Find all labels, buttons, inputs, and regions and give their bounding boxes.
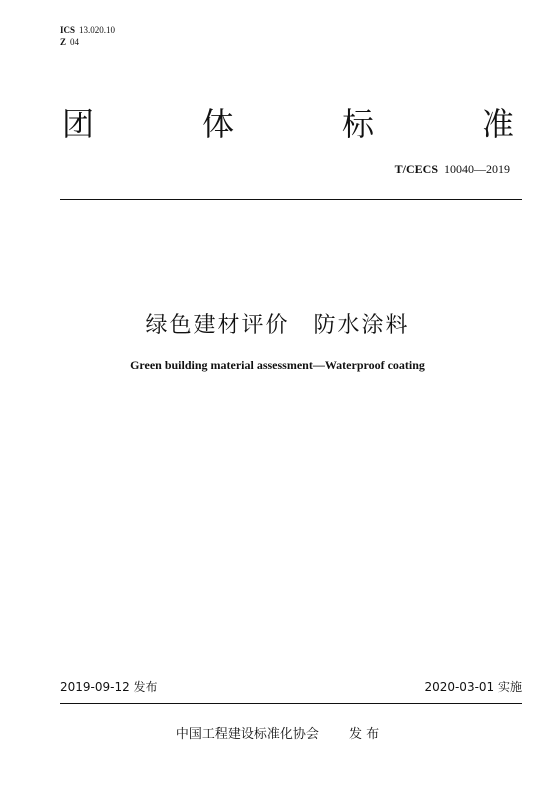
publisher-action: 发 布 xyxy=(348,727,380,742)
document-title-cn: 绿色建材评价 防水涂料 xyxy=(145,313,410,338)
heading-char: 准 xyxy=(481,105,514,143)
standard-prefix: T/CECS xyxy=(394,162,438,176)
heading-char: 体 xyxy=(201,105,234,143)
top-divider xyxy=(60,199,522,200)
heading-char: 标 xyxy=(341,105,374,143)
ics-code: 13.020.10 xyxy=(79,25,116,35)
bottom-divider xyxy=(60,703,522,704)
standard-type-heading xyxy=(62,104,514,144)
ics-classification xyxy=(60,25,115,36)
standard-number xyxy=(395,162,510,177)
heading-char: 团 xyxy=(62,105,95,143)
document-title-en: Green building material assessment—Waterproof coating xyxy=(130,358,425,372)
standard-code: 10040—2019 xyxy=(444,162,510,176)
implementation-date: 2020-03-01 实施 xyxy=(424,680,522,694)
publisher xyxy=(0,723,555,742)
ics-label: ICS xyxy=(60,25,76,35)
ccs-code: 04 xyxy=(70,37,80,47)
publisher-name: 中国工程建设标准化协会 xyxy=(175,727,319,742)
ccs-classification xyxy=(60,37,79,48)
issue-date: 2019-09-12 发布 xyxy=(60,680,158,694)
ccs-label: Z xyxy=(60,37,67,47)
